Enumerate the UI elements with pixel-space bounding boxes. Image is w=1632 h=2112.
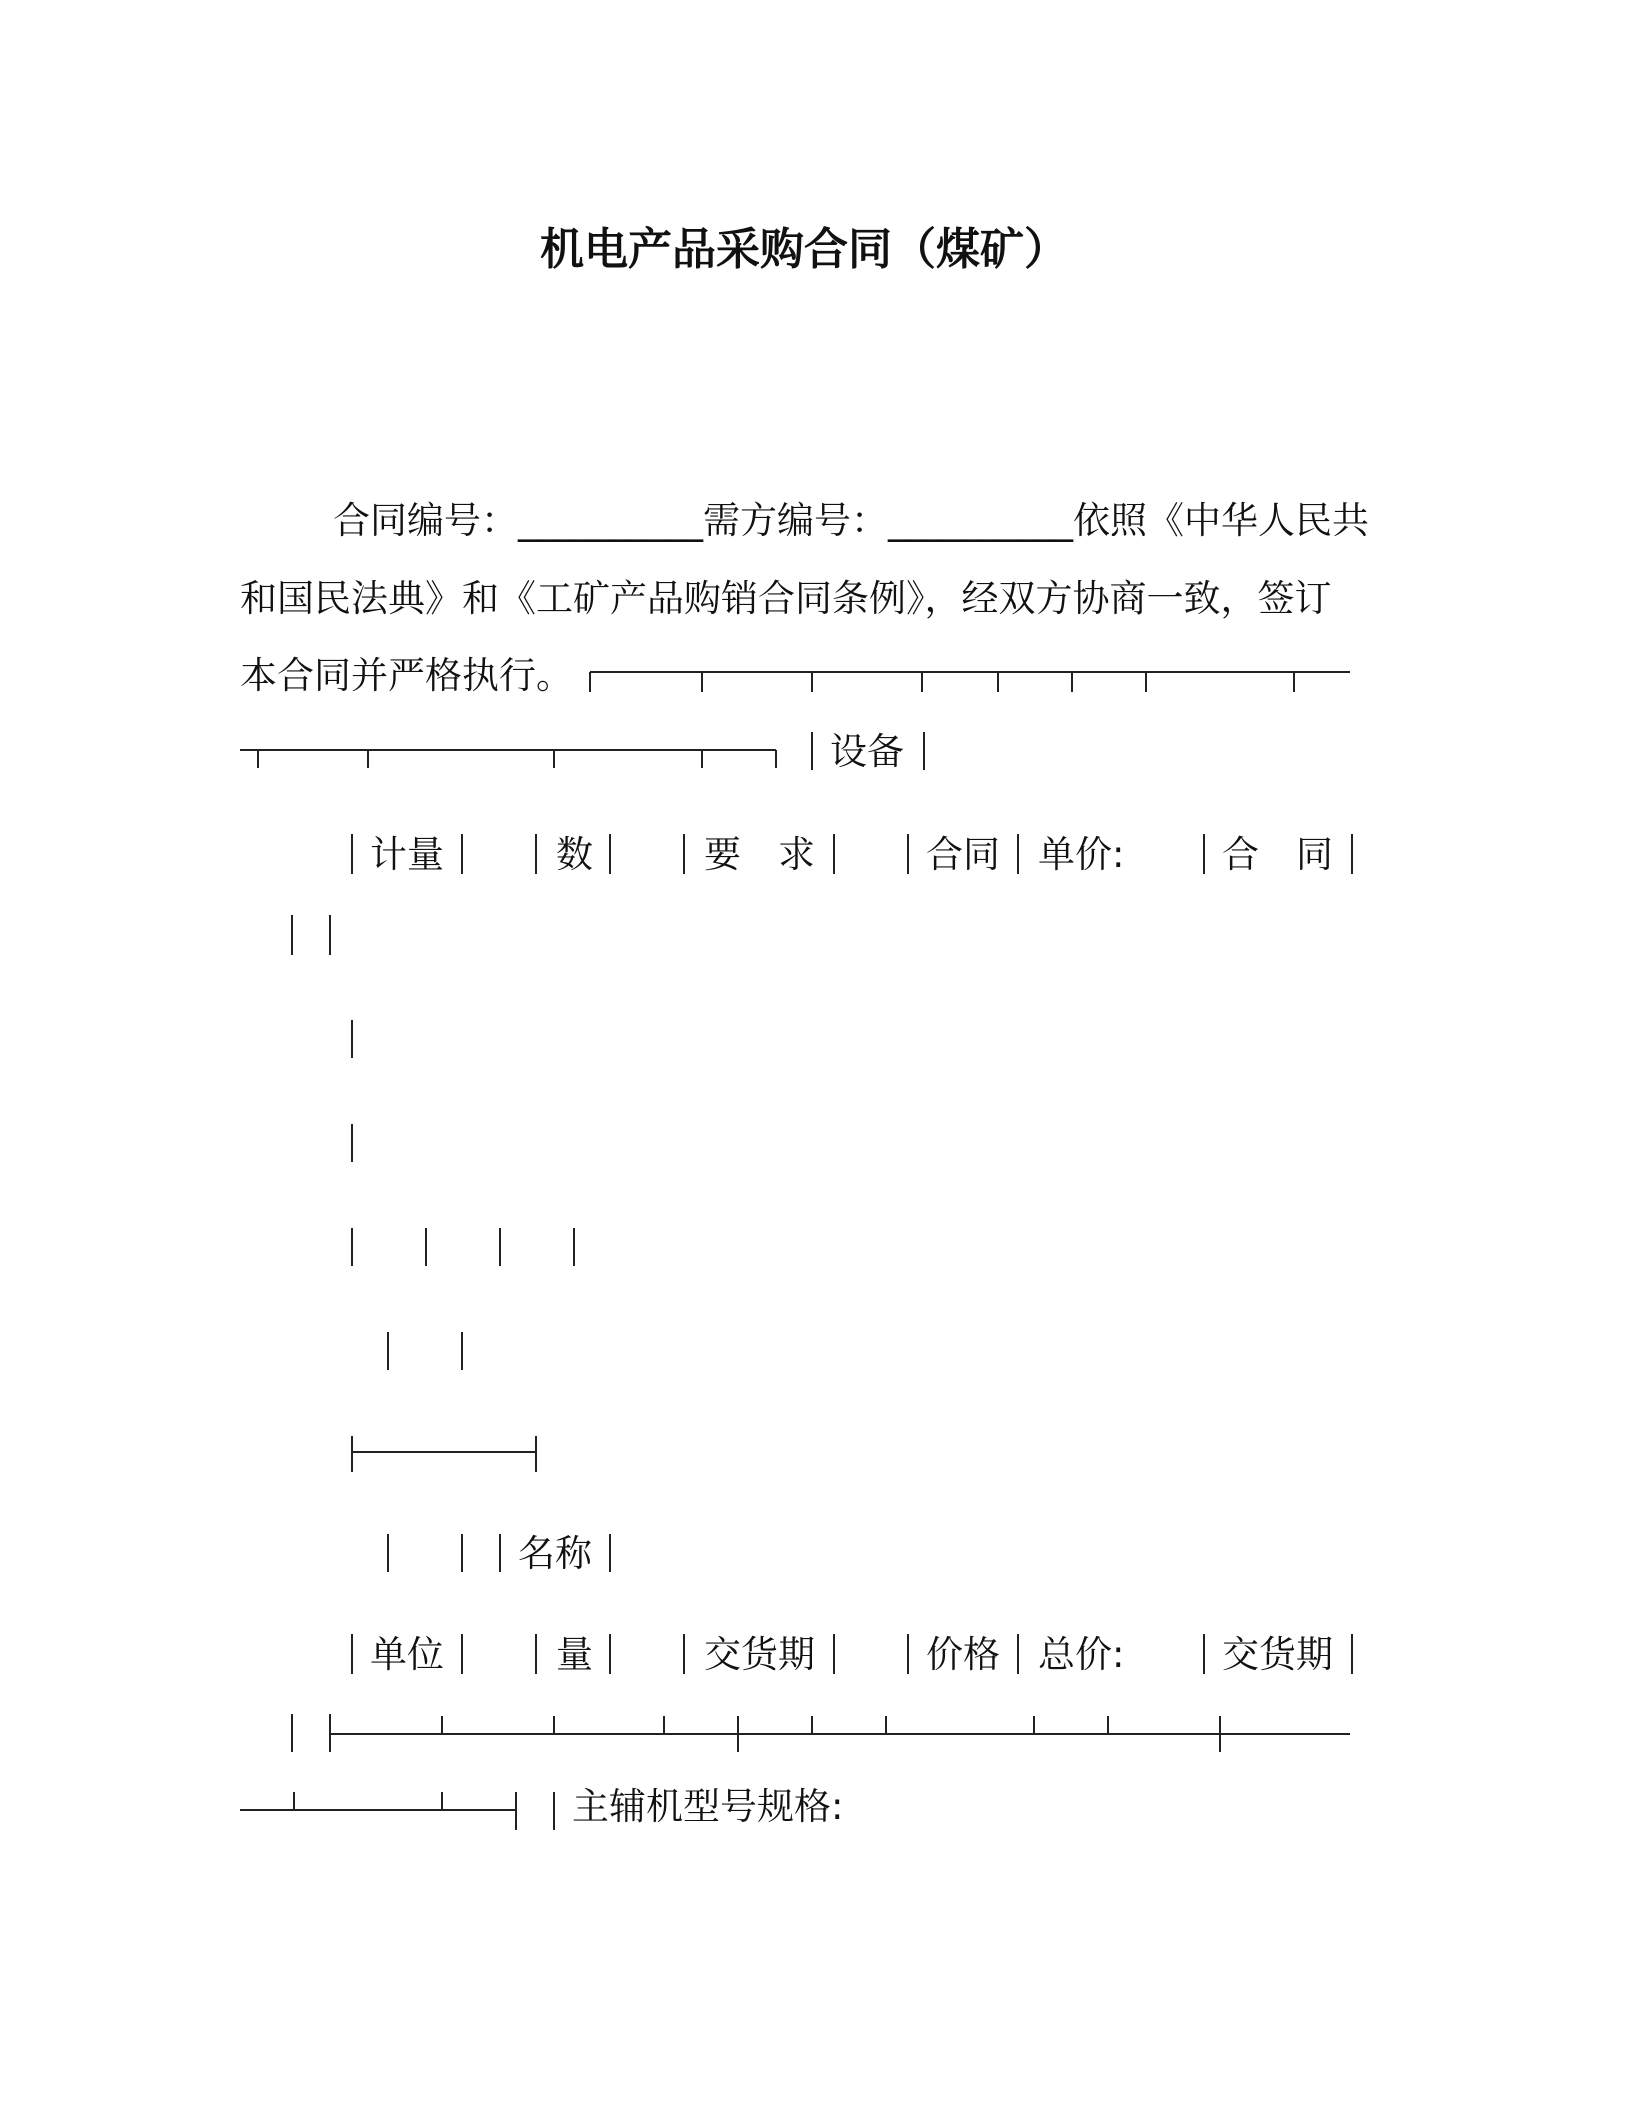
intro-line-2: 和国民法典》和《工矿产品购销合同条例》，经双方协商一致，签订	[240, 577, 1332, 620]
label-delivery-2: 交货期	[1222, 1633, 1333, 1676]
label-price: 价格	[926, 1633, 1000, 1676]
label-main-aux-model: 主辅机型号规格:	[572, 1785, 844, 1828]
label-quantity-2: 量	[556, 1633, 593, 1676]
document-title: 机电产品采购合同（煤矿）	[540, 224, 1068, 275]
label-unit-price: 单价:	[1038, 833, 1125, 876]
label-requirement: 要 求	[704, 833, 815, 876]
label-contract: 合同	[926, 833, 1000, 876]
label-contract-2: 合 同	[1222, 833, 1333, 876]
intro-line-3: 本合同并严格执行。	[240, 654, 573, 697]
label-delivery: 交货期	[704, 1633, 815, 1676]
label-quantity: 数	[556, 833, 593, 876]
header-equipment: 设备	[830, 730, 904, 773]
label-total-price: 总价:	[1038, 1633, 1125, 1676]
intro-line-1: 合同编号：__________需方编号：__________依照《中华人民共	[333, 499, 1369, 542]
label-unit: 单位	[370, 1633, 444, 1676]
label-unit-measure: 计量	[370, 833, 444, 876]
label-name: 名称	[518, 1532, 592, 1575]
